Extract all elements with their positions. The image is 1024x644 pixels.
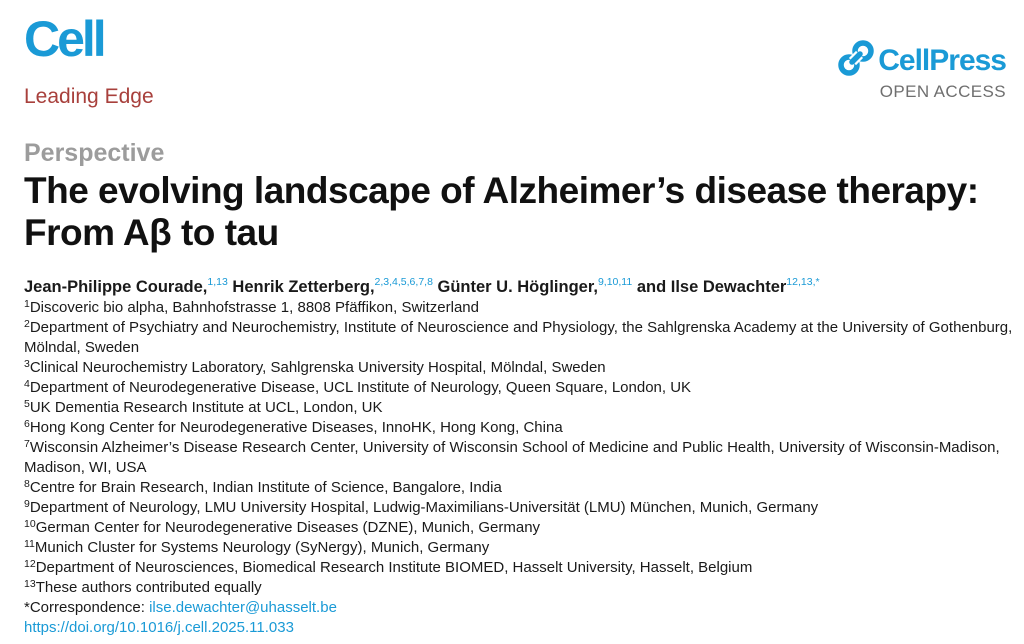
affiliation-number: 10 — [24, 518, 36, 530]
affiliation-text: Hong Kong Center for Neurodegenerative Diseases, InnoHK, Hong Kong, China — [29, 419, 563, 436]
affiliation-text: Department of Neurodegenerative Disease, UCL Institute of Neurology, Queen Square, London, UK — [29, 379, 692, 396]
affiliation-text: Department of Neurology, LMU University Hospital, Ludwig-Maximilians-Universität (LMU) München, Munich, Germany — [29, 499, 819, 516]
author-name: and Ilse Dewachter — [636, 278, 787, 296]
affiliation-text: UK Dementia Research Institute at UCL, London, UK — [29, 399, 383, 416]
affiliation-text: Munich Cluster for Systems Neurology (SyNergy), Munich, Germany — [34, 539, 490, 556]
affiliation-number: 6 — [24, 418, 30, 430]
affiliation-text: Department of Psychiatry and Neurochemistry, Institute of Neuroscience and Physiology, the Sahlgrenska Academy at the University of Gothenburg, Mölndal, Sweden — [24, 319, 1013, 356]
cellpress-logo-icon — [838, 40, 878, 81]
cellpress-name: CellPress — [878, 43, 1006, 77]
author-affiliation-marker[interactable]: 9,10,11 — [597, 276, 633, 288]
correspondence — [24, 598, 1014, 618]
affiliation-number: 12 — [24, 558, 36, 570]
author-name: Günter U. Höglinger, — [437, 278, 598, 296]
author-name: Henrik Zetterberg, — [232, 278, 375, 296]
affiliation-item — [24, 298, 1014, 318]
doi — [24, 618, 1014, 638]
affiliation-item — [24, 538, 1014, 558]
affiliation-item — [24, 558, 1014, 578]
affiliation-text: Centre for Brain Research, Indian Institute of Science, Bangalore, India — [29, 479, 502, 496]
affiliation-number: 5 — [24, 398, 30, 410]
affiliation-item — [24, 578, 1014, 598]
open-access-label: OPEN ACCESS — [879, 82, 1006, 101]
author-list — [24, 276, 1014, 298]
affiliation-item — [24, 498, 1014, 518]
correspondence-label: *Correspondence: — [24, 599, 150, 616]
author-name: Jean-Philippe Courade, — [24, 278, 208, 296]
affiliation-number: 7 — [24, 438, 30, 450]
affiliation-number: 4 — [24, 378, 30, 390]
affiliation-number: 9 — [24, 498, 30, 510]
affiliation-list — [24, 298, 1014, 638]
affiliation-item — [24, 318, 1014, 358]
affiliation-text: These authors contributed equally — [35, 579, 262, 596]
affiliation-text: Department of Neurosciences, Biomedical Research Institute BIOMED, Hasselt University, Hasselt, Belgium — [35, 559, 753, 576]
affiliation-item — [24, 398, 1014, 418]
affiliation-number: 3 — [24, 358, 30, 370]
affiliation-number: 1 — [24, 298, 30, 310]
author-affiliation-marker[interactable]: 1,13 — [207, 276, 228, 288]
correspondence-email-link[interactable]: ilse.dewachter@uhasselt.be — [149, 599, 337, 616]
doi-link[interactable]: https://doi.org/10.1016/j.cell.2025.11.033 — [24, 619, 294, 636]
cell-journal-logo: Cell — [24, 11, 104, 67]
affiliation-text: Clinical Neurochemistry Laboratory, Sahlgrenska University Hospital, Mölndal, Sweden — [29, 359, 606, 376]
affiliation-item — [24, 518, 1014, 538]
affiliation-text: Discoveric bio alpha, Bahnhofstrasse 1, 8808 Pfäffikon, Switzerland — [29, 299, 479, 316]
affiliation-text: German Center for Neurodegenerative Diseases (DZNE), Munich, Germany — [35, 519, 541, 536]
affiliation-item — [24, 418, 1014, 438]
affiliation-number: 2 — [24, 318, 30, 330]
affiliation-item — [24, 378, 1014, 398]
affiliation-item — [24, 478, 1014, 498]
affiliation-number: 13 — [24, 578, 36, 590]
affiliation-number: 11 — [24, 538, 35, 550]
author-affiliation-marker[interactable]: 12,13,* — [786, 276, 820, 288]
author-affiliation-marker[interactable]: 2,3,4,5,6,7,8 — [374, 276, 433, 288]
article-title: The evolving landscape of Alzheimer’s disease therapy: From Aβ to tau — [24, 170, 979, 253]
article-type: Perspective — [24, 139, 165, 167]
section-label: Leading Edge — [24, 85, 154, 108]
affiliation-number: 8 — [24, 478, 30, 490]
affiliation-item — [24, 438, 1014, 478]
cellpress-branding — [838, 40, 1006, 100]
affiliation-item — [24, 358, 1014, 378]
affiliation-text: Wisconsin Alzheimer’s Disease Research Center, University of Wisconsin School of Medicine and Public Health, University of Wisconsin-Madison, Madison, WI, USA — [24, 439, 1000, 476]
